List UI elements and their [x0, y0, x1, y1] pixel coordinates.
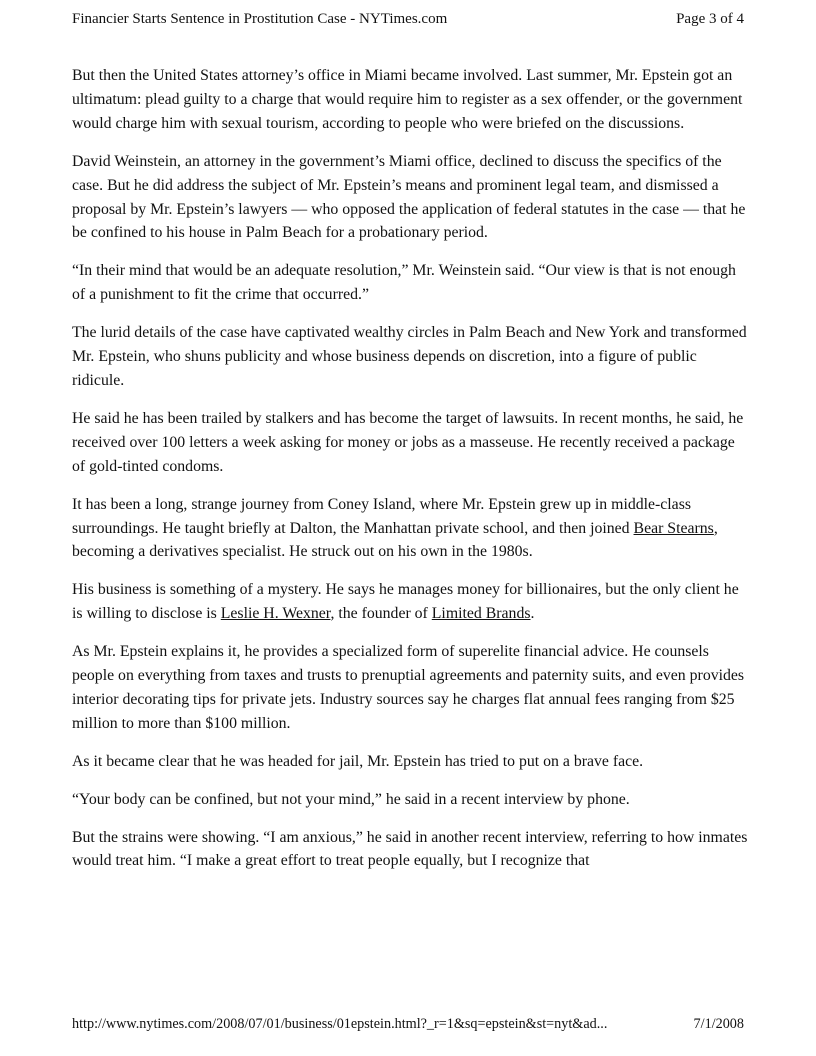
paragraph-6-text-after: , becoming a derivatives specialist. He struck out on his own in the 1980s. — [72, 519, 718, 561]
paragraph-3: “In their mind that would be an adequate resolution,” Mr. Weinstein said. “Our view is that is not enough of a punishment to fit the crime that occurred.” — [72, 262, 736, 304]
paragraph-9: As it became clear that he was headed for jail, Mr. Epstein has tried to put on a brave face. — [72, 752, 644, 770]
paragraph-7-text-middle: , the founder of — [330, 605, 432, 623]
bear-stearns-link[interactable]: Bear Stearns — [633, 519, 714, 537]
paragraph-11: But the strains were showing. “I am anxious,” he said in another recent interview, referring to how inmates would treat him. “I make a great effort to treat people equally, but I recognize that — [72, 828, 748, 870]
article-body — [72, 64, 748, 887]
paragraph-8: As Mr. Epstein explains it, he provides a specialized form of superelite financial advice. He counsels people on everything from taxes and trusts to prenuptial agreements and paternity suits, and even provides interior decorating tips for private jets. Industry sources say he charges flat annual fees ranging from $25 million to more than $100 million. — [72, 643, 745, 732]
print-date: 7/1/2008 — [693, 1016, 744, 1032]
paragraph-7-text-before: His business is something of a mystery. He says he manages money for billionaires, but the only client he is willing to disclose is — [72, 581, 739, 623]
page-title: Financier Starts Sentence in Prostitution Case - NYTimes.com — [72, 11, 448, 27]
paragraph-7-text-after: . — [530, 605, 535, 623]
leslie-wexner-link[interactable]: Leslie H. Wexner — [220, 605, 331, 623]
page-footer — [72, 1014, 744, 1034]
page-number: Page 3 of 4 — [676, 11, 744, 27]
limited-brands-link[interactable]: Limited Brands — [431, 605, 531, 623]
page-header — [72, 9, 744, 29]
source-url: http://www.nytimes.com/2008/07/01/business/01epstein.html?_r=1&sq=epstein&st=nyt&ad... — [72, 1016, 608, 1032]
paragraph-6-text-before: It has been a long, strange journey from Coney Island, where Mr. Epstein grew up in middle-class surroundings. He taught briefly at Dalton, the Manhattan private school, and then joined — [72, 495, 691, 537]
paragraph-4: The lurid details of the case have captivated wealthy circles in Palm Beach and New York and transformed Mr. Epstein, who shuns publicity and whose business depends on discretion, into a figure of public ridicule. — [72, 324, 747, 389]
paragraph-7 — [72, 578, 748, 626]
paragraph-2: David Weinstein, an attorney in the government’s Miami office, declined to discuss the specifics of the case. But he did address the subject of Mr. Epstein’s means and prominent legal team, and dismissed a proposal by Mr. Epstein’s lawyers — who opposed the application of federal statutes in the case — that he be confined to his house in Palm Beach for a probationary period. — [72, 152, 746, 242]
paragraph-10: “Your body can be confined, but not your mind,” he said in a recent interview by phone. — [72, 790, 630, 808]
paragraph-1: But then the United States attorney’s office in Miami became involved. Last summer, Mr. Epstein got an ultimatum: plead guilty to a charge that would require him to register as a sex offender, or the government would charge him with sexual tourism, according to people who were briefed on the discussions. — [72, 67, 743, 132]
paragraph-5: He said he has been trailed by stalkers and has become the target of lawsuits. In recent months, he said, he received over 100 letters a week asking for money or jobs as a masseuse. He recently received a package of gold-tinted condoms. — [72, 409, 744, 475]
paragraph-6 — [72, 493, 748, 565]
